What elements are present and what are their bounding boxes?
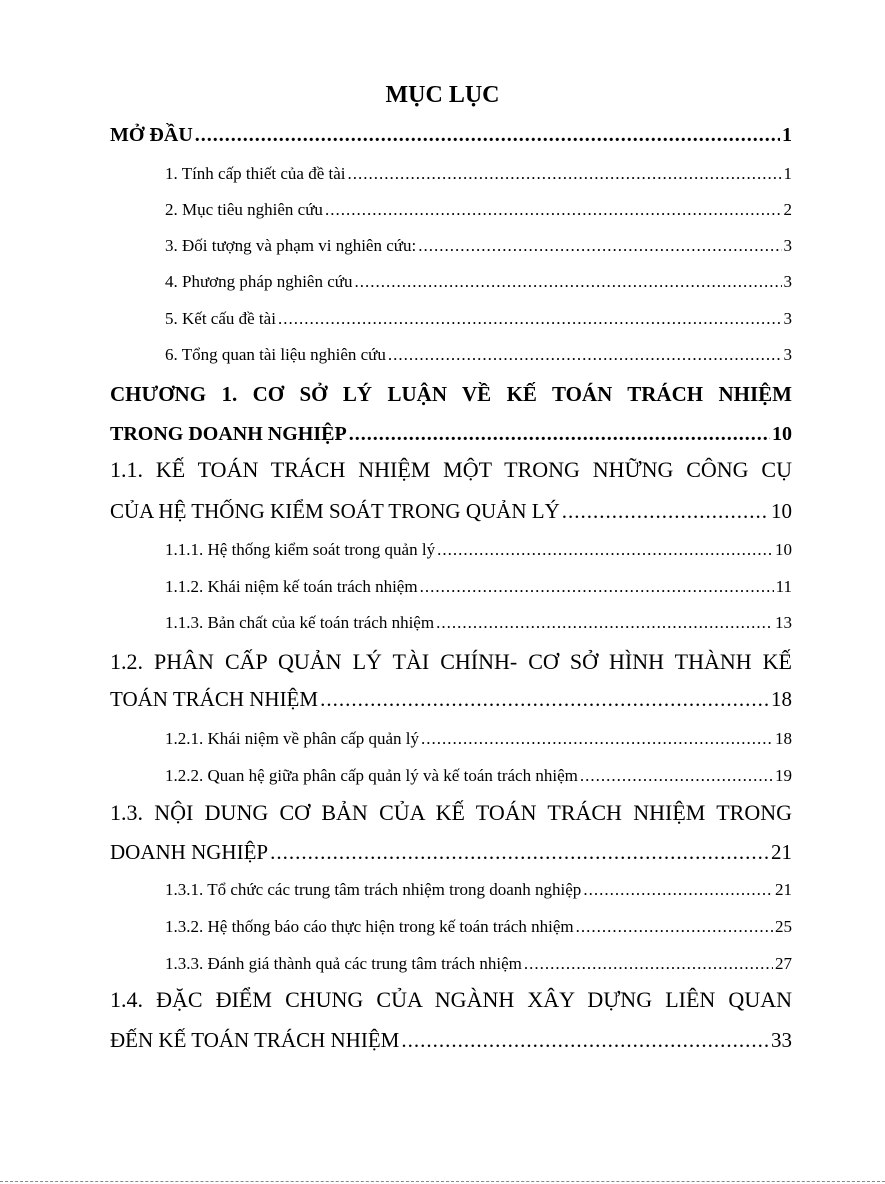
toc-entry-section-1-3[interactable] bbox=[110, 838, 792, 866]
toc-entry-text: ĐẾN KẾ TOÁN TRÁCH NHIỆM bbox=[110, 1028, 400, 1052]
toc-entry-page: 21 bbox=[771, 840, 792, 864]
toc-leader-dots bbox=[421, 725, 773, 753]
toc-entry-text: 1.2.1. Khái niệm về phân cấp quản lý bbox=[165, 729, 419, 748]
toc-entry-text: 1.3.1. Tổ chức các trung tâm trách nhiệm trong doanh nghiệp bbox=[165, 880, 582, 899]
toc-entry-6[interactable] bbox=[165, 341, 792, 369]
toc-entry-text: CỦA HỆ THỐNG KIỂM SOÁT TRONG QUẢN LÝ bbox=[110, 499, 560, 523]
toc-entry-page: 18 bbox=[771, 687, 792, 711]
toc-entry-text: 1.1.3. Bản chất của kế toán trách nhiệm bbox=[165, 613, 435, 632]
toc-leader-dots bbox=[436, 609, 773, 637]
toc-entry-page: 21 bbox=[775, 880, 792, 899]
toc-entry-page: 10 bbox=[772, 423, 792, 445]
toc-chapter-1-line1[interactable]: CHƯƠNG 1. CƠ SỞ LÝ LUẬN VỀ KẾ TOÁN TRÁCH NHIỆM bbox=[110, 382, 792, 406]
toc-leader-dots bbox=[420, 573, 774, 601]
toc-entry-text: 1. Tính cấp thiết của đề tài bbox=[165, 164, 346, 183]
toc-entry-section-1-2[interactable] bbox=[110, 685, 792, 713]
toc-leader-dots bbox=[320, 685, 769, 713]
toc-entry-1-1-2[interactable] bbox=[165, 573, 792, 601]
toc-entry-page: 3 bbox=[783, 309, 792, 328]
toc-entry-1-1-1[interactable] bbox=[165, 536, 792, 564]
toc-entry-page: 1 bbox=[783, 164, 792, 183]
toc-entry-page: 3 bbox=[783, 236, 792, 255]
toc-leader-dots bbox=[195, 121, 780, 149]
toc-entry-1-2-2[interactable] bbox=[165, 762, 792, 790]
toc-entry-5[interactable] bbox=[165, 305, 792, 333]
toc-entry-page: 3 bbox=[783, 272, 792, 291]
toc-leader-dots bbox=[401, 1026, 769, 1054]
toc-entry-page: 2 bbox=[783, 200, 792, 219]
toc-entry-1-3-2[interactable] bbox=[165, 913, 792, 941]
toc-entry-section-1-1[interactable] bbox=[110, 497, 792, 525]
toc-leader-dots bbox=[354, 268, 781, 296]
toc-section-1-2-line1[interactable]: 1.2. PHÂN CẤP QUẢN LÝ TÀI CHÍNH- CƠ SỞ HÌNH THÀNH KẾ bbox=[110, 649, 792, 674]
toc-leader-dots bbox=[278, 305, 782, 333]
toc-section-1-4-line1[interactable]: 1.4. ĐẶC ĐIỂM CHUNG CỦA NGÀNH XÂY DỰNG LIÊN QUAN bbox=[110, 987, 792, 1012]
toc-entry-page: 33 bbox=[771, 1028, 792, 1052]
toc-leader-dots bbox=[437, 536, 773, 564]
toc-leader-dots bbox=[270, 838, 769, 866]
toc-entry-page: 11 bbox=[775, 577, 792, 596]
toc-entry-text: 1.3.2. Hệ thống báo cáo thực hiện trong kế toán trách nhiệm bbox=[165, 917, 574, 936]
toc-section-1-3-line1[interactable]: 1.3. NỘI DUNG CƠ BẢN CỦA KẾ TOÁN TRÁCH NHIỆM TRONG bbox=[110, 800, 792, 825]
toc-entry-text: TOÁN TRÁCH NHIỆM bbox=[110, 687, 319, 711]
toc-entry-text: 5. Kết cấu đề tài bbox=[165, 309, 276, 328]
toc-entry-text: 6. Tổng quan tài liệu nghiên cứu bbox=[165, 345, 386, 364]
toc-entry-text: DOANH NGHIỆP bbox=[110, 840, 269, 864]
toc-entry-page: 18 bbox=[775, 729, 792, 748]
toc-leader-dots bbox=[576, 913, 773, 941]
toc-entry-text: MỞ ĐẦU bbox=[110, 124, 193, 146]
toc-leader-dots bbox=[325, 196, 782, 224]
toc-entry-3[interactable] bbox=[165, 232, 792, 260]
toc-entry-page: 10 bbox=[775, 540, 792, 559]
toc-entry-chapter-1[interactable] bbox=[110, 420, 792, 448]
toc-entry-section-1-4[interactable] bbox=[110, 1026, 792, 1054]
toc-entry-page: 19 bbox=[775, 766, 792, 785]
toc-entry-page: 27 bbox=[775, 954, 792, 973]
toc-entry-text: 1.1.1. Hệ thống kiểm soát trong quản lý bbox=[165, 540, 436, 559]
toc-section-1-1-line1[interactable]: 1.1. KẾ TOÁN TRÁCH NHIỆM MỘT TRONG NHỮNG CÔNG CỤ bbox=[110, 457, 792, 482]
toc-entry-page: 13 bbox=[775, 613, 792, 632]
toc-entry-1-3-1[interactable] bbox=[165, 876, 792, 904]
toc-leader-dots bbox=[583, 876, 773, 904]
toc-entry-text: 1.3.3. Đánh giá thành quả các trung tâm trách nhiệm bbox=[165, 954, 522, 973]
toc-entry-text: 4. Phương pháp nghiên cứu bbox=[165, 272, 353, 291]
toc-entry-intro[interactable] bbox=[110, 121, 792, 149]
toc-leader-dots bbox=[418, 232, 781, 260]
toc-entry-1-3-3[interactable] bbox=[165, 950, 792, 978]
toc-leader-dots bbox=[562, 497, 769, 525]
toc-entry-4[interactable] bbox=[165, 268, 792, 296]
toc-entry-1-1-3[interactable] bbox=[165, 609, 792, 637]
toc-entry-page: 25 bbox=[775, 917, 792, 936]
toc-leader-dots bbox=[347, 160, 781, 188]
toc-entry-1[interactable] bbox=[165, 160, 792, 188]
toc-entry-text: TRONG DOANH NGHIỆP bbox=[110, 423, 347, 445]
toc-leader-dots bbox=[524, 950, 773, 978]
toc-entry-2[interactable] bbox=[165, 196, 792, 224]
toc-entry-page: 3 bbox=[783, 345, 792, 364]
toc-entry-1-2-1[interactable] bbox=[165, 725, 792, 753]
toc-entry-text: 3. Đối tượng và phạm vi nghiên cứu: bbox=[165, 236, 417, 255]
toc-entry-text: 1.2.2. Quan hệ giữa phân cấp quản lý và kế toán trách nhiệm bbox=[165, 766, 578, 785]
toc-title: MỤC LỤC bbox=[385, 82, 500, 108]
toc-entry-page: 1 bbox=[782, 124, 792, 146]
toc-leader-dots bbox=[388, 341, 782, 369]
toc-leader-dots bbox=[580, 762, 773, 790]
toc-entry-text: 1.1.2. Khái niệm kế toán trách nhiệm bbox=[165, 577, 418, 596]
toc-entry-text: 2. Mục tiêu nghiên cứu bbox=[165, 200, 323, 219]
toc-entry-page: 10 bbox=[771, 499, 792, 523]
toc-leader-dots bbox=[349, 420, 770, 448]
